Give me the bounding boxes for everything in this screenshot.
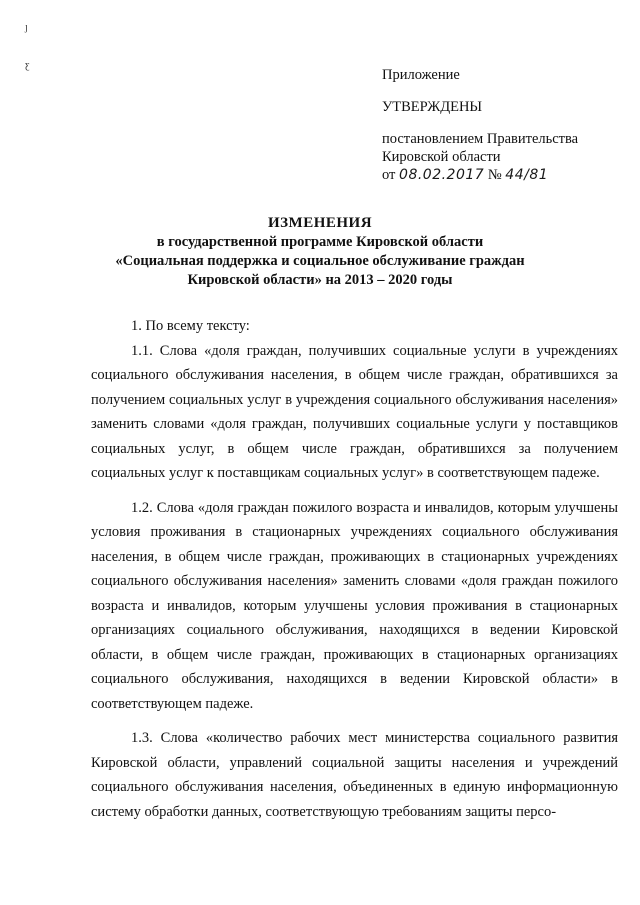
title-line-1: ИЗМЕНЕНИЯ — [267, 215, 373, 231]
paragraph-1-2: 1.2. Слова «доля граждан пожилого возраста и инвалидов, которым улучшены условия проживания в стационарных учреждениях социального обслуживания населения, в общем числе граждан, проживающих в стационарных учреждениях социального обслуживания населения» заменить словами «доля граждан пожилого возраста и инвалидов, которым улучшены условия проживания в стационарных организациях социального обслуживания, находящихся в ведении Кировской области, в общем числе граждан, проживающих в стационарных организациях социального обслуживания, находящихся в ведении Кировской области» в соответствующем падеже. — [91, 499, 618, 712]
title-line-4: Кировской области» на 2013 – 2020 годы — [187, 272, 453, 288]
title-line-2: в государственной программе Кировской области — [156, 234, 484, 250]
paragraph-1-3: 1.3. Слова «количество рабочих мест министерства социального развития Кировской области, управлений социальной защиты населения и учреждений социального обслуживания населения, объединенных в единую информационную систему обработки данных, соответствующую требованиям защиты персо- — [91, 730, 618, 820]
paragraph-1-1: 1.1. Слова «доля граждан, получивших социальные услуги в учреждениях социального обслуживания населения, в общем числе граждан, обратившихся за получением социальных услуг в учреждения социального обслуживания населения» заменить словами «доля граждан, получивших социальные услуги у поставщиков социальных услуг, в общем числе граждан, обратившихся за получением социальных услуг к поставщикам социальных услуг» в соответствующем падеже. — [91, 342, 618, 481]
date-prefix: от — [382, 167, 396, 183]
approval-block — [382, 66, 622, 184]
approved-label: УТВЕРЖДЕНЫ — [382, 99, 483, 115]
decree-line-2: Кировской области — [382, 149, 501, 165]
decree-line-1: постановлением Правительства — [382, 131, 579, 147]
number-sign: № — [487, 167, 502, 183]
margin-mark-second: ƹ — [25, 60, 30, 71]
handwritten-number: 44/81 — [505, 167, 549, 183]
margin-mark-top: ȷ — [25, 22, 28, 33]
handwritten-date: 08.02.2017 — [399, 167, 485, 183]
document-title — [90, 214, 550, 290]
document-body — [91, 314, 618, 834]
decree-date-row — [382, 166, 622, 184]
title-line-3: «Социальная поддержка и социальное обслуживание граждан — [115, 253, 525, 269]
paragraph-1: 1. По всему тексту: — [131, 318, 250, 334]
appendix-label: Приложение — [382, 67, 460, 83]
